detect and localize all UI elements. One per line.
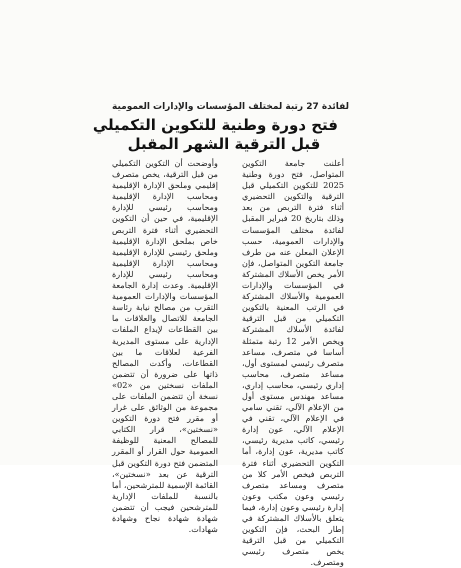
body-column-left [112,158,218,535]
article-kicker: لفائدة 27 رتبة لمختلف المؤسسات والإدارات العمومية [111,102,349,112]
body-column-left-text: وأوضحت أن التكوين التكميلي من قبل الترقية، يخص متصرف إقليمي وملحق الإدارة الإقليمية ومحاسب الإدارة الإقليمية ومحاسب رئيسي للإدارة الإقليمية، في حين أن التكوين التحضيري أثناء فترة التربص خاص بملحق الإدارة الإقليمية وملحق رئيسي للإدارة الإقليمية ومحاسب الإدارة الإقليمية ومحاسب رئيسي للإدارة الإقليمية. وعدت إدارة الجامعة المؤسسات والإدارات العمومية التقرب من مصالح نيابة رئاسة الجامعة للاتصال والعلاقات ما بين القطاعات لإيداع الملفات الإدارية على مستوى المديرية الفرعية لعلاقات ما بين القطاعات، وأكدت المصالح ذاتها على ضرورة أن تتضمن الملفات نسختين من «02» نسخة أن تتضمن الملفات على مجموعة من الوثائق على غرار أو مقرر فتح دورة التكوين «نسختين»، قرار الكتابي للمصالح المعنية للوظيفة العمومية حول القرار أو المقرر المتضمن فتح دورة التكوين قبل الترقية عن بعد «نسختين»، القائمة الإسمية للمترشحين، أما بالنسبة للملفات الإدارية للمترشحين فيجب أن تتضمن شهادة شهادة نجاح وشهادة شهادات. [112,158,218,535]
headline-line-2: قبل الترقية الشهر المقبل [127,135,321,153]
body-column-right [242,158,345,568]
body-column-right-text: أعلنت جامعة التكوين المتواصل، فتح دورة وطنية 2025 للتكوين التكميلي قبل الترقية والتكوين التحضيري أثناء فترة التربص من بعد وذلك بتاريخ 20 فبراير المقبل لفائدة مختلف المؤسسات والإدارات العمومية، حسب الإعلان المعلن عنه من طرف جامعة التكوين المتواصل، فإن الأمر يخص الأسلاك المشتركة في المؤسسات والإدارات العمومية والأسلاك المشتركة في الرتب المعنية بالتكوين التكميلي من قبل الترقية لفائدة الأسلاك المشتركة ويخص الأمر 12 رتبة متمثلة أساسا في متصرف، مساعد متصرف رئيسي لمستوى أول، مساعد متصرف، محاسب إداري رئيسي، محاسب إداري، مساعد مهندس مستوى أول من الإعلام الآلي، تقني سامي في الإعلام الآلي، تقني في الإعلام الآلي، عون إدارة رئيسي، كاتب مديرية رئيسي، كاتب مديرية، عون إدارة، أما التكوين التحضيري أثناء فترة التربص فيخص الأمر كلا من متصرف ومساعد متصرف رئيسي وعون مكتب وعون إدارة رئيسي وعون إدارة، فيما يتعلق بالأسلاك المشتركة في إطار البحث، فإن التكوين التكميلي من قبل الترقية يخص متصرف رئيسي ومتصرف. [242,158,345,568]
headline-line-1: فتح دورة وطنية للتكوين التكميلي [92,116,338,134]
article-body [112,158,345,568]
article-headline [92,116,338,154]
